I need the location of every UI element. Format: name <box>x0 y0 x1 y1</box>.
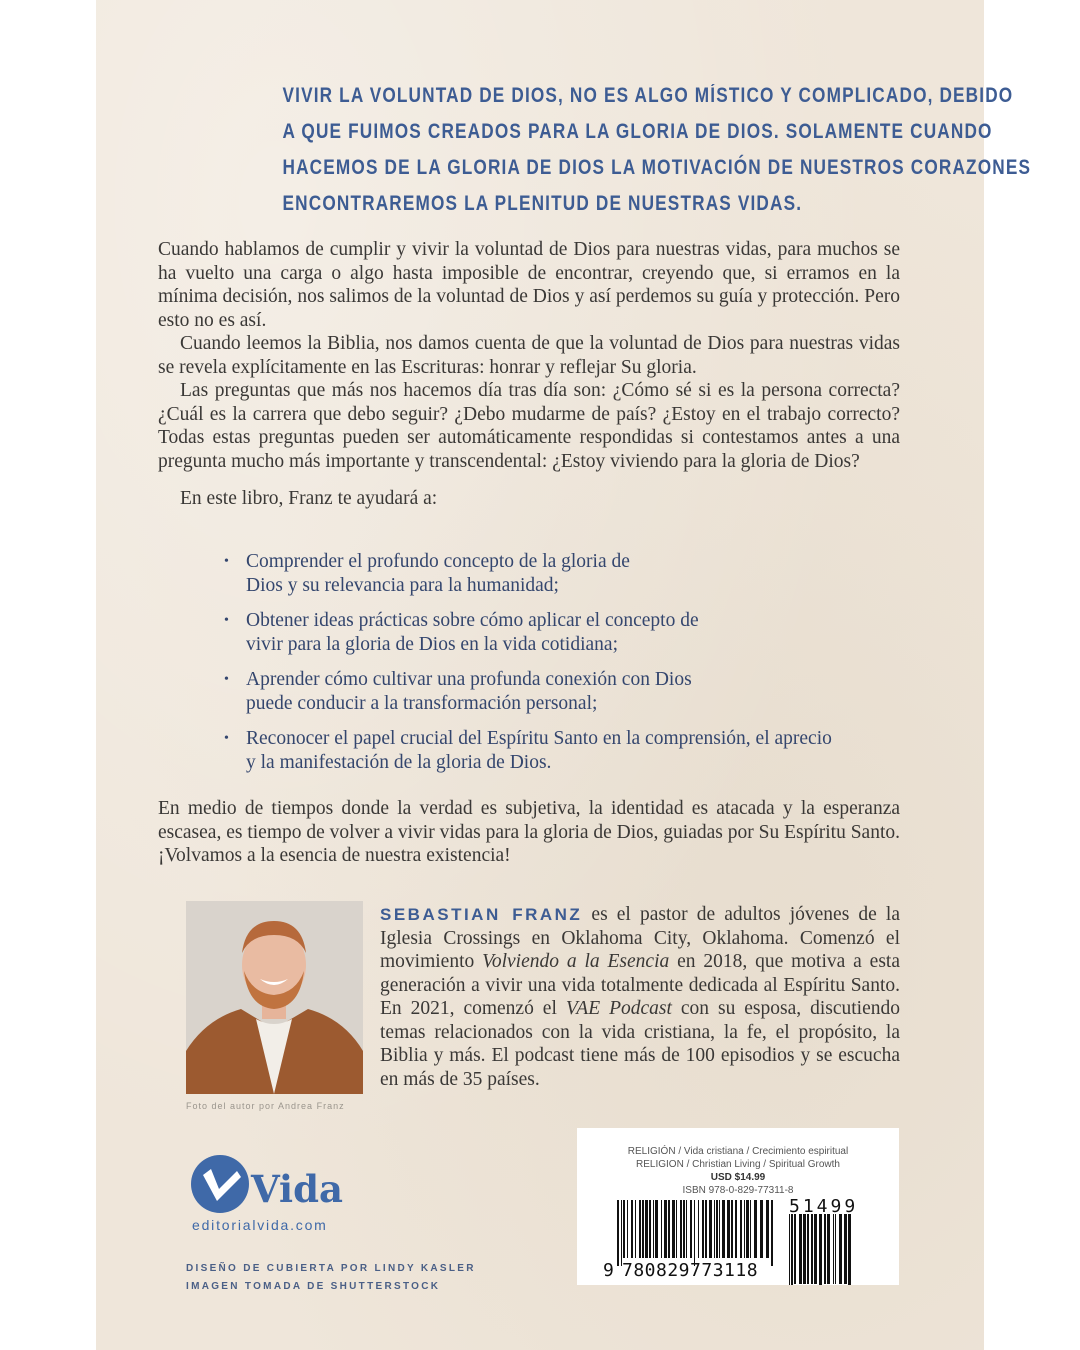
list-item: • Obtener ideas prácticas sobre cómo aplicar el concepto de vivir para la gloria de Dios en la vida cotidiana; <box>224 610 699 655</box>
list-item: • Reconocer el papel crucial del Espíritu Santo en la comprensión, el aprecio y la manifestación de la gloria de Dios. <box>224 728 832 773</box>
barcode-bar <box>746 1200 749 1258</box>
barcode-bar <box>672 1200 675 1258</box>
barcode-bar <box>794 1214 796 1284</box>
barcode-bar <box>727 1200 730 1258</box>
bullet-icon: • <box>224 554 229 569</box>
author-name: SEBASTIAN FRANZ <box>380 905 583 924</box>
barcode-bar <box>835 1214 836 1284</box>
barcode-bar <box>631 1200 633 1258</box>
barcode-bar <box>668 1200 670 1258</box>
list-item: • Comprender el profundo concepto de la gloria de Dios y su relevancia para la humanidad; <box>224 551 630 596</box>
headline-blurb <box>282 78 1032 222</box>
barcode-bar <box>705 1200 707 1258</box>
barcode-bar <box>627 1200 628 1258</box>
barcode-bar <box>642 1200 644 1258</box>
publisher-logo <box>191 1155 343 1213</box>
barcode-label <box>577 1128 899 1285</box>
barcode-bar <box>676 1200 677 1258</box>
bullet-icon: • <box>224 731 229 746</box>
logo-wordmark: Vida <box>251 1167 343 1211</box>
barcode-bar <box>649 1200 651 1258</box>
movement-title: Volviendo a la Esencia <box>482 951 670 972</box>
addon-digits: 51499 <box>789 1196 859 1217</box>
author-photo <box>186 901 363 1094</box>
barcode-bar <box>791 1214 793 1285</box>
headline-line: HACEMOS DE LA GLORIA DE DIOS LA MOTIVACIÓN DE NUESTROS CORAZONES <box>282 156 1032 179</box>
headline-line: A QUE FUIMOS CREADOS PARA LA GLORIA DE DIOS. SOLAMENTE CUANDO <box>282 120 993 143</box>
barcode-bar <box>839 1214 842 1284</box>
closing-text <box>158 797 900 868</box>
barcode <box>577 1198 899 1285</box>
barcode-bar <box>635 1200 636 1258</box>
barcode-bar <box>655 1200 658 1258</box>
isbn: ISBN 978-0-829-77311-8 <box>682 1185 794 1196</box>
barcode-bar <box>740 1200 742 1258</box>
barcode-bar <box>694 1200 695 1266</box>
vida-logo-icon <box>191 1155 249 1213</box>
ean-digits: 780829773118 <box>622 1260 759 1281</box>
bullet-icon: • <box>224 613 229 628</box>
barcode-bar <box>683 1200 685 1258</box>
podcast-title: VAE Podcast <box>565 998 672 1019</box>
barcode-bar <box>848 1214 851 1285</box>
barcode-bar <box>719 1200 720 1258</box>
barcode-bar <box>623 1200 625 1258</box>
barcode-bar <box>844 1214 847 1284</box>
benefits-list <box>206 550 832 786</box>
list-item: • Aprender cómo cultivar una profunda conexión con Dios puede conducir a la transformación personal; <box>224 669 692 714</box>
barcode-bar <box>807 1214 809 1284</box>
barcode-bar <box>702 1200 704 1258</box>
barcode-bar <box>833 1214 834 1284</box>
barcode-bar <box>722 1200 725 1258</box>
intro-paragraph-3: Las preguntas que más nos hacemos día tras día son: ¿Cómo sé si es la persona correcta? ¿Cuál es la carrera que debo seguir? ¿Debo mudarme de país? ¿Estoy en el trabajo correcto? Todas estas preguntas pueden ser automáticamente respondidas si contestamos antes a una pregunta mucho más importante y transcendental: ¿Estoy viviendo para la gloria de Dios? <box>158 380 900 472</box>
publisher-url[interactable]: editorialvida.com <box>192 1217 328 1233</box>
author-portrait-icon <box>186 901 363 1094</box>
intro-paragraph-2: Cuando leemos la Biblia, nos damos cuenta de que la voluntad de Dios para nuestras vidas se revela explícitamente en las Escrituras: honrar y reflejar Su gloria. <box>158 333 900 378</box>
barcode-bar <box>639 1200 641 1258</box>
barcode-bar <box>617 1200 619 1266</box>
barcode-bar <box>698 1200 699 1258</box>
barcode-bar <box>814 1214 817 1284</box>
barcode-bar <box>766 1200 769 1258</box>
barcode-bar <box>750 1200 751 1258</box>
barcode-bar <box>827 1214 830 1284</box>
barcode-bar <box>799 1214 802 1284</box>
intro-text <box>158 238 900 511</box>
barcode-bar <box>735 1200 737 1258</box>
barcode-bar <box>811 1214 813 1284</box>
barcode-bar <box>645 1200 648 1258</box>
barcode-bar <box>771 1200 773 1266</box>
barcode-bar <box>664 1200 667 1258</box>
photo-caption: Foto del autor por Andrea Franz <box>186 1101 345 1111</box>
bullet-icon: • <box>224 672 229 687</box>
barcode-bar <box>716 1200 718 1258</box>
barcode-bar <box>731 1200 733 1258</box>
headline-line: ENCONTRAREMOS LA PLENITUD DE NUESTRAS VIDAS. <box>282 192 803 215</box>
category-spanish: RELIGIÓN / Vida cristiana / Crecimiento espiritual <box>627 1146 849 1157</box>
cover-credits <box>186 1260 476 1296</box>
barcode-bar <box>661 1200 662 1258</box>
ean-first-digit: 9 <box>603 1260 614 1281</box>
barcode-bar <box>754 1200 757 1258</box>
barcode-bar <box>621 1200 622 1266</box>
design-credit: DISEÑO DE CUBIERTA POR LINDY KASLER <box>186 1263 476 1274</box>
author-bio: SEBASTIAN FRANZ es el pastor de adultos jóvenes de la Iglesia Crossings en Oklahoma City, Oklahoma. Comenzó el movimiento Volviendo a la Esencia en 2018, que motiva a esta generación a vivir una vida totalmente dedicada al Espíritu Santo. En 2021, comenzó el VAE Podcast con su esposa, discutiendo temas relacionados con la vida cristiana, la fe, el propósito, la Biblia y más. El podcast tiene más de 100 episodios y se escucha en más de 35 países. <box>380 904 900 1090</box>
barcode-bar <box>789 1214 790 1285</box>
barcode-bar <box>690 1200 692 1258</box>
barcode-bar <box>744 1200 745 1258</box>
book-back-cover <box>96 0 1032 1350</box>
barcode-bar <box>653 1200 654 1258</box>
barcode-bar <box>680 1200 682 1258</box>
barcode-bar <box>760 1200 763 1258</box>
category-english: RELIGION / Christian Living / Spiritual Growth <box>636 1159 840 1170</box>
barcode-bar <box>824 1214 826 1284</box>
barcode-bar <box>714 1200 715 1258</box>
closing-paragraph: En medio de tiempos donde la verdad es subjetiva, la identidad es atacada y la esperanza escasea, es tiempo de volver a vivir vidas para la gloria de Dios, guiadas por Su Espíritu Santo. ¡Volvamos a la esencia de nuestra existencia! <box>158 798 900 866</box>
barcode-bar <box>709 1200 712 1258</box>
image-credit: IMAGEN TOMADA DE SHUTTERSTOCK <box>186 1281 441 1292</box>
intro-paragraph-1: Cuando hablamos de cumplir y vivir la voluntad de Dios para nuestras vidas, para muchos se ha vuelto una carga o algo hasta imposible de encontrar, creyendo que, si erramos en la mínima decisión, nos salimos de la voluntad de Dios y así perdemos su guía y protección. Pero esto no es así. <box>158 239 900 331</box>
barcode-bar <box>819 1214 822 1285</box>
barcode-bar <box>686 1200 687 1258</box>
headline-line: VIVIR LA VOLUNTAD DE DIOS, NO ES ALGO MÍSTICO Y COMPLICADO, DEBIDO <box>282 84 1014 107</box>
barcode-bar <box>803 1214 806 1284</box>
intro-lead: En este libro, Franz te ayudará a: <box>180 488 438 509</box>
price: USD $14.99 <box>710 1172 766 1183</box>
